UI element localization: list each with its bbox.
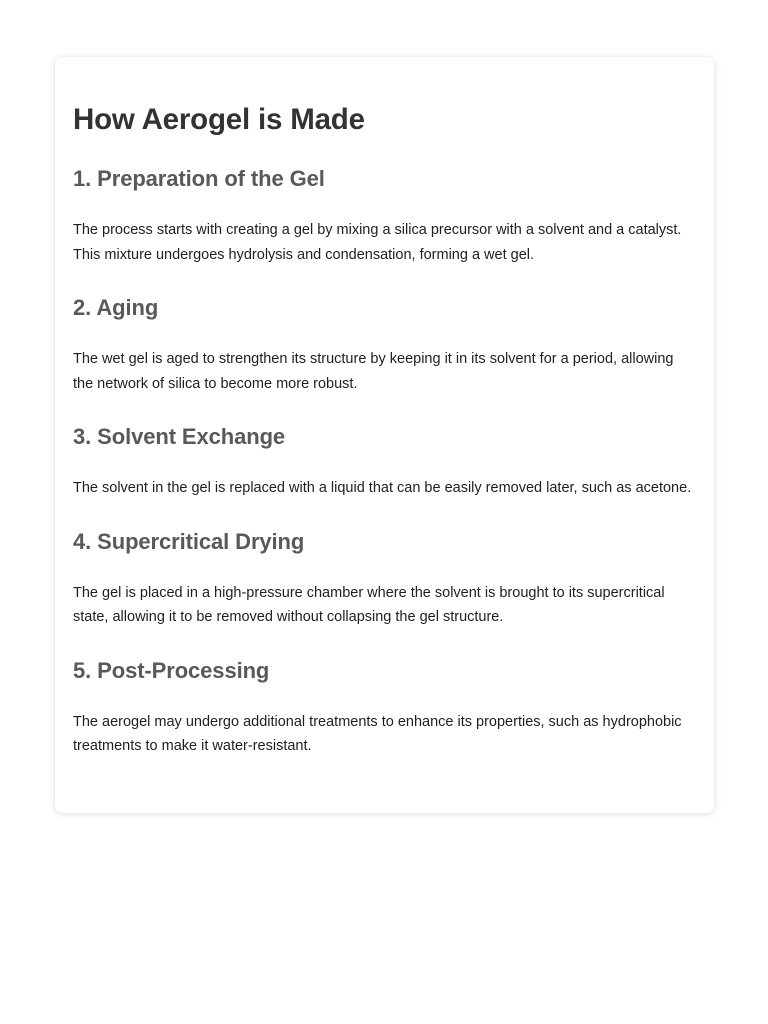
section-heading: 3. Solvent Exchange (73, 424, 286, 449)
content-card (55, 57, 714, 813)
section-heading: 4. Supercritical Drying (73, 528, 305, 554)
section-supercritical-drying (73, 528, 696, 630)
section-heading: 5. Post-Processing (73, 657, 270, 683)
section-heading: 1. Preparation of the Gel (73, 166, 325, 191)
section-aging (73, 294, 696, 396)
page-title: How Aerogel is Made (73, 103, 365, 136)
section-body: The solvent in the gel is replaced with a liquid that can be easily removed later, such as acetone. (73, 480, 692, 496)
section-solvent-exchange (73, 423, 696, 501)
section-body: The process starts with creating a gel by mixing a silica precursor with a solvent and a catalyst. This mixture undergoes hydrolysis and condensation, forming a wet gel. (73, 222, 682, 263)
section-post-processing (73, 657, 696, 759)
section-body: The aerogel may undergo additional treatments to enhance its properties, such as hydrophobic treatments to make it water-resistant. (73, 713, 682, 754)
section-body: The gel is placed in a high-pressure chamber where the solvent is brought to its supercritical state, allowing it to be removed without collapsing the gel structure. (73, 584, 665, 625)
section-preparation (73, 165, 696, 267)
section-heading: 2. Aging (73, 295, 159, 320)
section-body: The wet gel is aged to strengthen its structure by keeping it in its solvent for a period, allowing the network of silica to become more robust. (73, 351, 674, 392)
